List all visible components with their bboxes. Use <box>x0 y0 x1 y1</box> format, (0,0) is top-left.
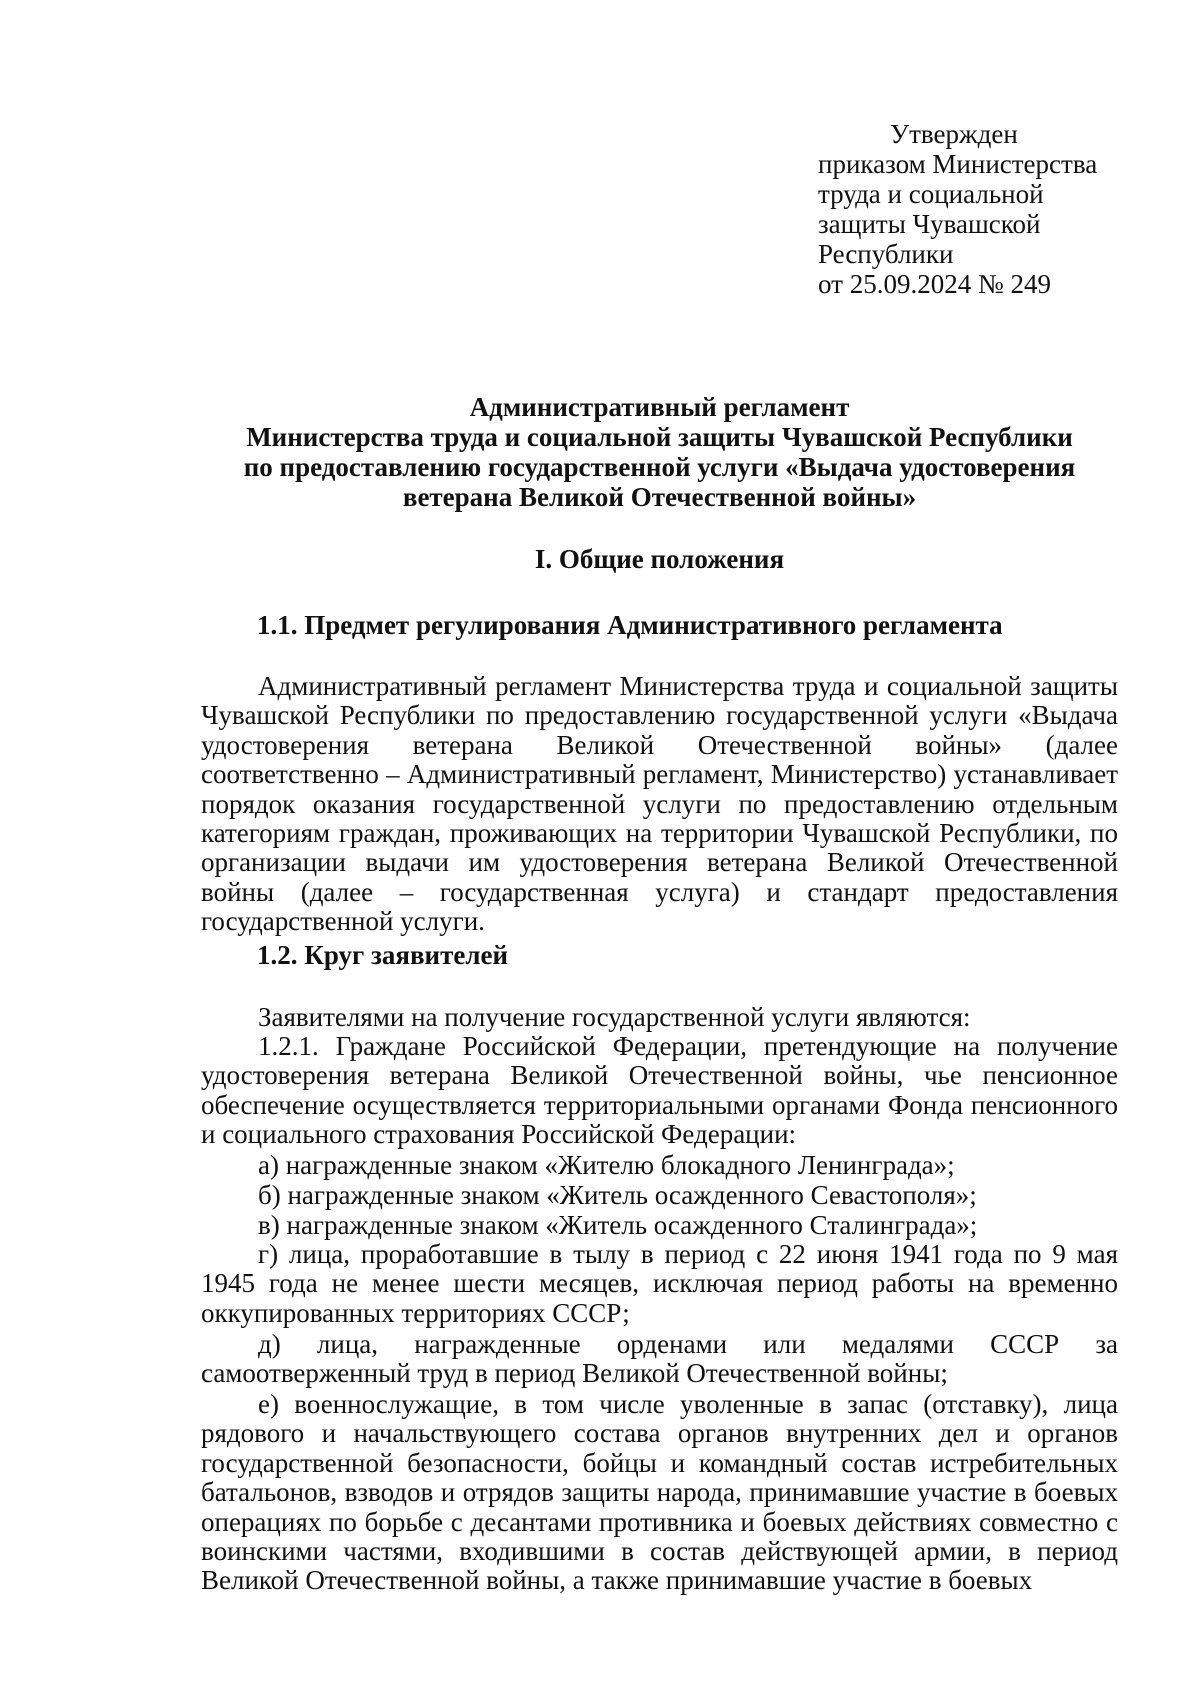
document-title <box>196 392 1123 512</box>
list-item-v: в) награжденные знаком «Житель осажденного Сталинграда»; <box>258 1210 978 1240</box>
subsection-heading-1-1: 1.1. Предмет регулирования Административного регламента <box>257 610 1003 640</box>
paragraph-applicants-intro: Заявителями на получение государственной услуги являются: <box>258 1002 971 1032</box>
list-item-d: д) лица, награжденные орденами или медалями СССР за самоотверженный труд в период Великой Отечественной войны; <box>201 1329 1118 1389</box>
approval-line: защиты Чувашской <box>818 209 1041 239</box>
title-line: Министерства труда и социальной защиты Чувашской Республики <box>246 422 1073 452</box>
approval-line: от 25.09.2024 № 249 <box>818 269 1051 299</box>
approval-line: Утвержден <box>890 119 1018 149</box>
list-item-a: а) награжденные знаком «Жителю блокадного Ленинграда»; <box>258 1150 955 1180</box>
approval-line: Республики <box>818 239 954 269</box>
section-heading: I. Общие положения <box>534 544 785 574</box>
approval-line: приказом Министерства <box>818 149 1098 179</box>
title-line: ветерана Великой Отечественной войны» <box>402 482 917 512</box>
title-line: Административный регламент <box>469 392 850 422</box>
list-item-1-2-1: 1.2.1. Граждане Российской Федерации, претендующие на получение удостоверения ветерана Великой Отечественной войны, чье пенсионное обеспечение осуществляется территориальными органами Фонда пенсионного и социального страхования Российской Федерации: <box>201 1031 1118 1150</box>
approval-line: труда и социальной <box>818 179 1044 209</box>
list-item-g: г) лица, проработавшие в тылу в период с 22 июня 1941 года по 9 мая 1945 года не менее шести месяцев, исключая период работы на временно оккупированных территориях СССР; <box>201 1239 1118 1328</box>
list-item-b: б) награжденные знаком «Житель осажденного Севастополя»; <box>258 1180 977 1210</box>
approval-stamp <box>818 119 1138 299</box>
subsection-heading-1-2: 1.2. Круг заявителей <box>257 940 509 970</box>
title-line: по предоставлению государственной услуги «Выдача удостоверения <box>243 452 1076 482</box>
list-item-e: е) военнослужащие, в том числе уволенные в запас (отставку), лица рядового и начальствующего состава органов внутренних дел и органов государственной безопасности, бойцы и командный состав истребительных батальонов, взводов и отрядов защиты народа, принимавшие участие в боевых операциях по борьбе с десантами противника и боевых действиях совместно с воинскими частями, входившими в состав действующей армии, в период Великой Отечественной войны, а также принимавшие участие в боевых <box>201 1389 1118 1596</box>
paragraph-1-1: Административный регламент Министерства труда и социальной защиты Чувашской Республики по предоставлению государственной услуги «Выдача удостоверения ветерана Великой Отечественной войны» (далее соответственно – Административный регламент, Министерство) устанавливает порядок оказания государственной услуги по предоставлению отдельным категориям граждан, проживающих на территории Чувашской Республики, по организации выдачи им удостоверения ветерана Великой Отечественной войны (далее – государственная услуга) и стандарт предоставления государственной услуги. <box>201 671 1118 937</box>
